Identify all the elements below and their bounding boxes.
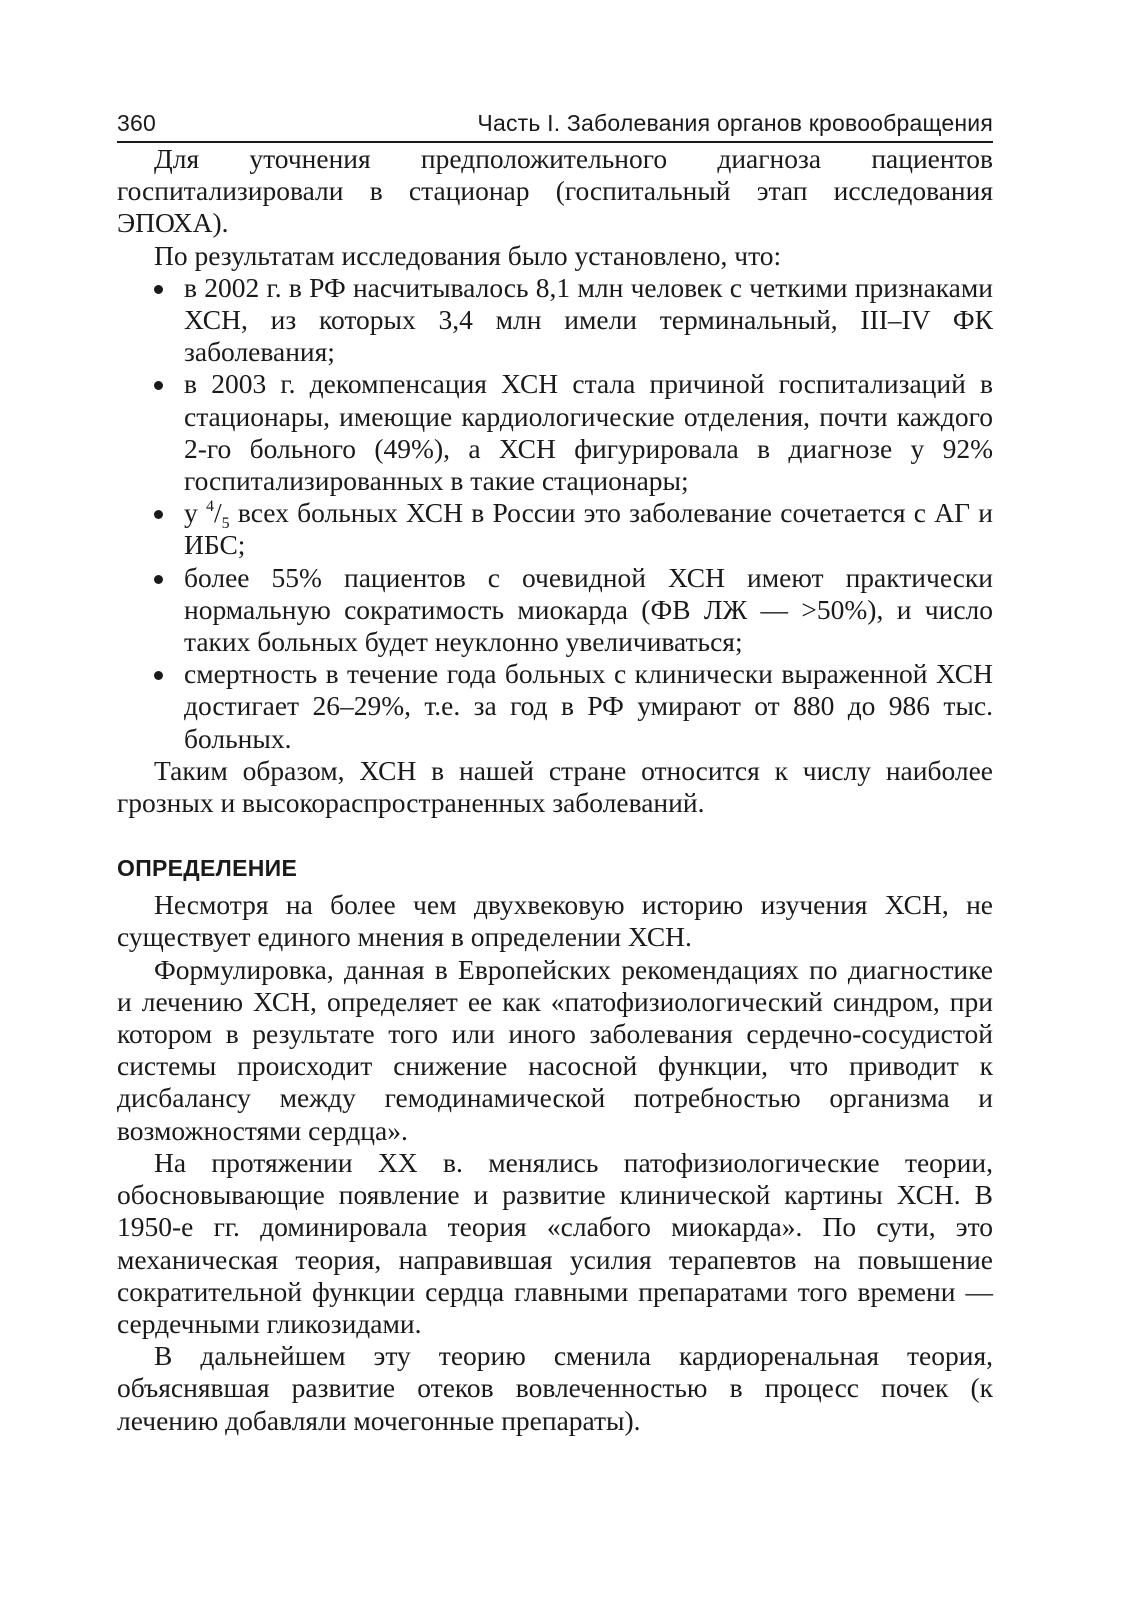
list-item-text: смертность в течение года больных с клинически выраженной ХСН достигает 26–29%, т.е. за год в РФ умирают от 880 до 986 тыс. больных.	[184, 658, 993, 754]
list-item	[117, 562, 993, 659]
paragraph-conclusion: Таким образом, ХСН в нашей стране относится к числу наиболее грозных и высокораспространенных заболеваний.	[117, 754, 993, 819]
bullet-icon	[154, 671, 163, 680]
paragraph-definition-3: На протяжении XX в. менялись патофизиологические теории, обосновывающие появление и развитие клинической картины ХСН. В 1950-е гг. доминировала теория «слабого миокарда». По сути, это механическая теория, направившая усилия терапевтов на повышение сократительной функции сердца главными препаратами того времени — сердечными гликозидами.	[117, 1146, 993, 1339]
list-item-text: более 55% пациентов с очевидной ХСН имеют практически нормальную сократимость миокарда (ФВ ЛЖ — >50%), и число таких больных будет неуклонно увеличиваться;	[184, 561, 993, 658]
paragraph-intro-1: Для уточнения предположительного диагноза пациентов госпитализировали в стационар (госпитальный этап исследования ЭПОХА).	[117, 143, 993, 239]
bullet-icon	[154, 381, 163, 390]
paragraph-definition-1: Несмотря на более чем двухвековую историю изучения ХСН, не существует единого мнения в определении ХСН.	[117, 889, 993, 953]
paragraph-intro-2: По результатам исследования было установлено, что:	[154, 239, 782, 271]
paragraph-definition-4: В дальнейшем эту теорию сменила кардиоренальная теория, объяснявшая развитие отеков вовлеченностью в процесс почек (к лечению добавляли мочегонные препараты).	[117, 1340, 993, 1436]
section-heading: ОПРЕДЕЛЕНИЕ	[117, 855, 298, 882]
findings-list	[117, 272, 993, 755]
list-item-text: в 2003 г. декомпенсация ХСН стала причиной госпитализаций в стационары, имеющие кардиологические отделения, почти каждого 2-го больного (49%), а ХСН фигурировала в диагнозе у 92% госпитализированных в такие стационары;	[184, 368, 993, 497]
list-item-prefix: у	[184, 497, 198, 529]
list-item	[117, 497, 993, 561]
page-number: 360	[117, 110, 156, 136]
list-item	[117, 272, 993, 369]
page-body	[117, 143, 993, 1437]
running-header	[117, 108, 993, 143]
list-item-text: в 2002 г. в РФ насчитывалось 8,1 млн человек с четкими признаками ХСН, из которых 3,4 млн имели терминальный, III–IV ФК заболевания;	[184, 271, 993, 368]
list-item-text: всех больных ХСН в России это заболевание сочетается с АГ и ИБС;	[184, 497, 993, 561]
fraction-denominator: 5	[221, 515, 230, 533]
running-title: Часть I. Заболевания органов кровообращения	[477, 110, 993, 136]
bullet-icon	[154, 510, 163, 519]
fraction-numerator: 4	[206, 498, 215, 516]
fraction: $^4/_5$	[206, 497, 230, 533]
paragraph-definition-2: Формулировка, данная в Европейских рекомендациях по диагностике и лечению ХСН, определяет ее как «патофизиологический синдром, при котором в результате того или иного заболевания сердечно-сосудистой системы происходит снижение насосной функции, что приводит к дисбалансу между гемодинамической потребностью организма и возможностями сердца».	[117, 953, 993, 1146]
list-item	[117, 658, 993, 755]
list-item	[117, 368, 993, 497]
bullet-icon	[154, 285, 163, 294]
bullet-icon	[154, 575, 163, 584]
book-page	[117, 108, 993, 1437]
